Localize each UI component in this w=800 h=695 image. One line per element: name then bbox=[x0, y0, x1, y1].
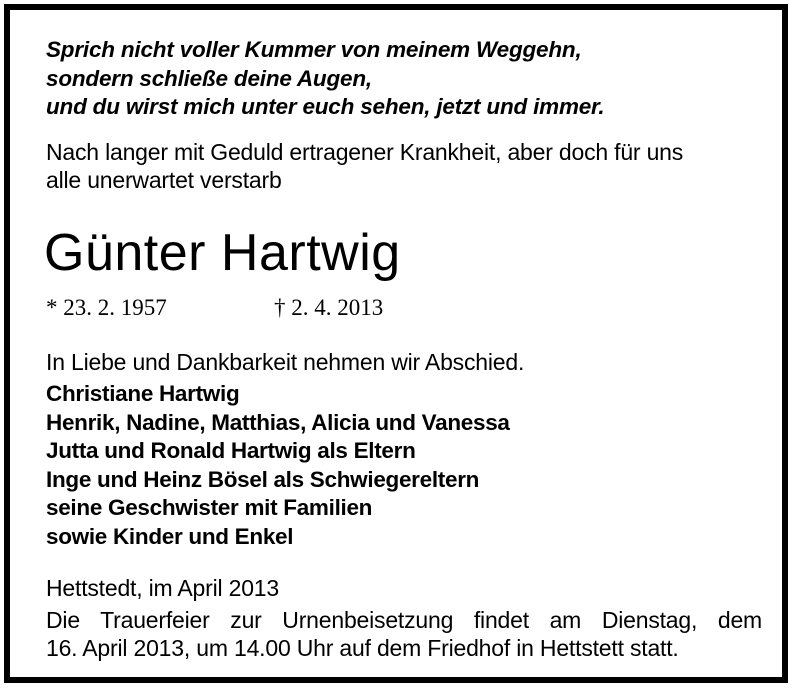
motto-line: und du wirst mich unter euch sehen, jetzt und immer. bbox=[46, 94, 605, 119]
intro-text bbox=[46, 138, 683, 194]
intro-line: alle unerwartet verstarb bbox=[46, 167, 282, 193]
funeral-line: 16. April 2013, um 14.00 Uhr auf dem Friedhof in Hettstett statt. bbox=[46, 635, 679, 661]
life-dates bbox=[46, 294, 384, 322]
motto-line: sondern schließe deine Augen, bbox=[46, 65, 372, 91]
mourner-entry: Henrik, Nadine, Matthias, Alicia und Vanessa bbox=[46, 409, 510, 435]
mourners-list bbox=[46, 380, 510, 551]
funeral-line: Die Trauerfeier zur Urnenbeisetzung findet am Dienstag, dem bbox=[46, 607, 762, 633]
mourner-entry: sowie Kinder und Enkel bbox=[46, 523, 294, 549]
motto-line: Sprich nicht voller Kummer von meinem Weggehn, bbox=[46, 37, 582, 62]
death-date: † 2. 4. 2013 bbox=[274, 295, 384, 320]
mourner-entry: seine Geschwister mit Familien bbox=[46, 495, 373, 520]
birth-date: * 23. 2. 1957 bbox=[46, 295, 167, 320]
mourner-entry: Jutta und Ronald Hartwig als Eltern bbox=[46, 438, 416, 463]
deceased-name: Günter Hartwig bbox=[44, 224, 401, 282]
motto-verse bbox=[46, 36, 604, 122]
mourner-entry: Inge und Heinz Bösel als Schwiegereltern bbox=[46, 466, 480, 492]
farewell-line: In Liebe und Dankbarkeit nehmen wir Abschied. bbox=[46, 349, 525, 375]
mourner-entry: Christiane Hartwig bbox=[46, 381, 240, 406]
intro-line: Nach langer mit Geduld ertragener Krankheit, aber doch für uns bbox=[46, 139, 684, 165]
obituary-notice bbox=[4, 4, 788, 683]
funeral-info bbox=[46, 606, 762, 662]
place-and-date: Hettstedt, im April 2013 bbox=[46, 575, 279, 601]
